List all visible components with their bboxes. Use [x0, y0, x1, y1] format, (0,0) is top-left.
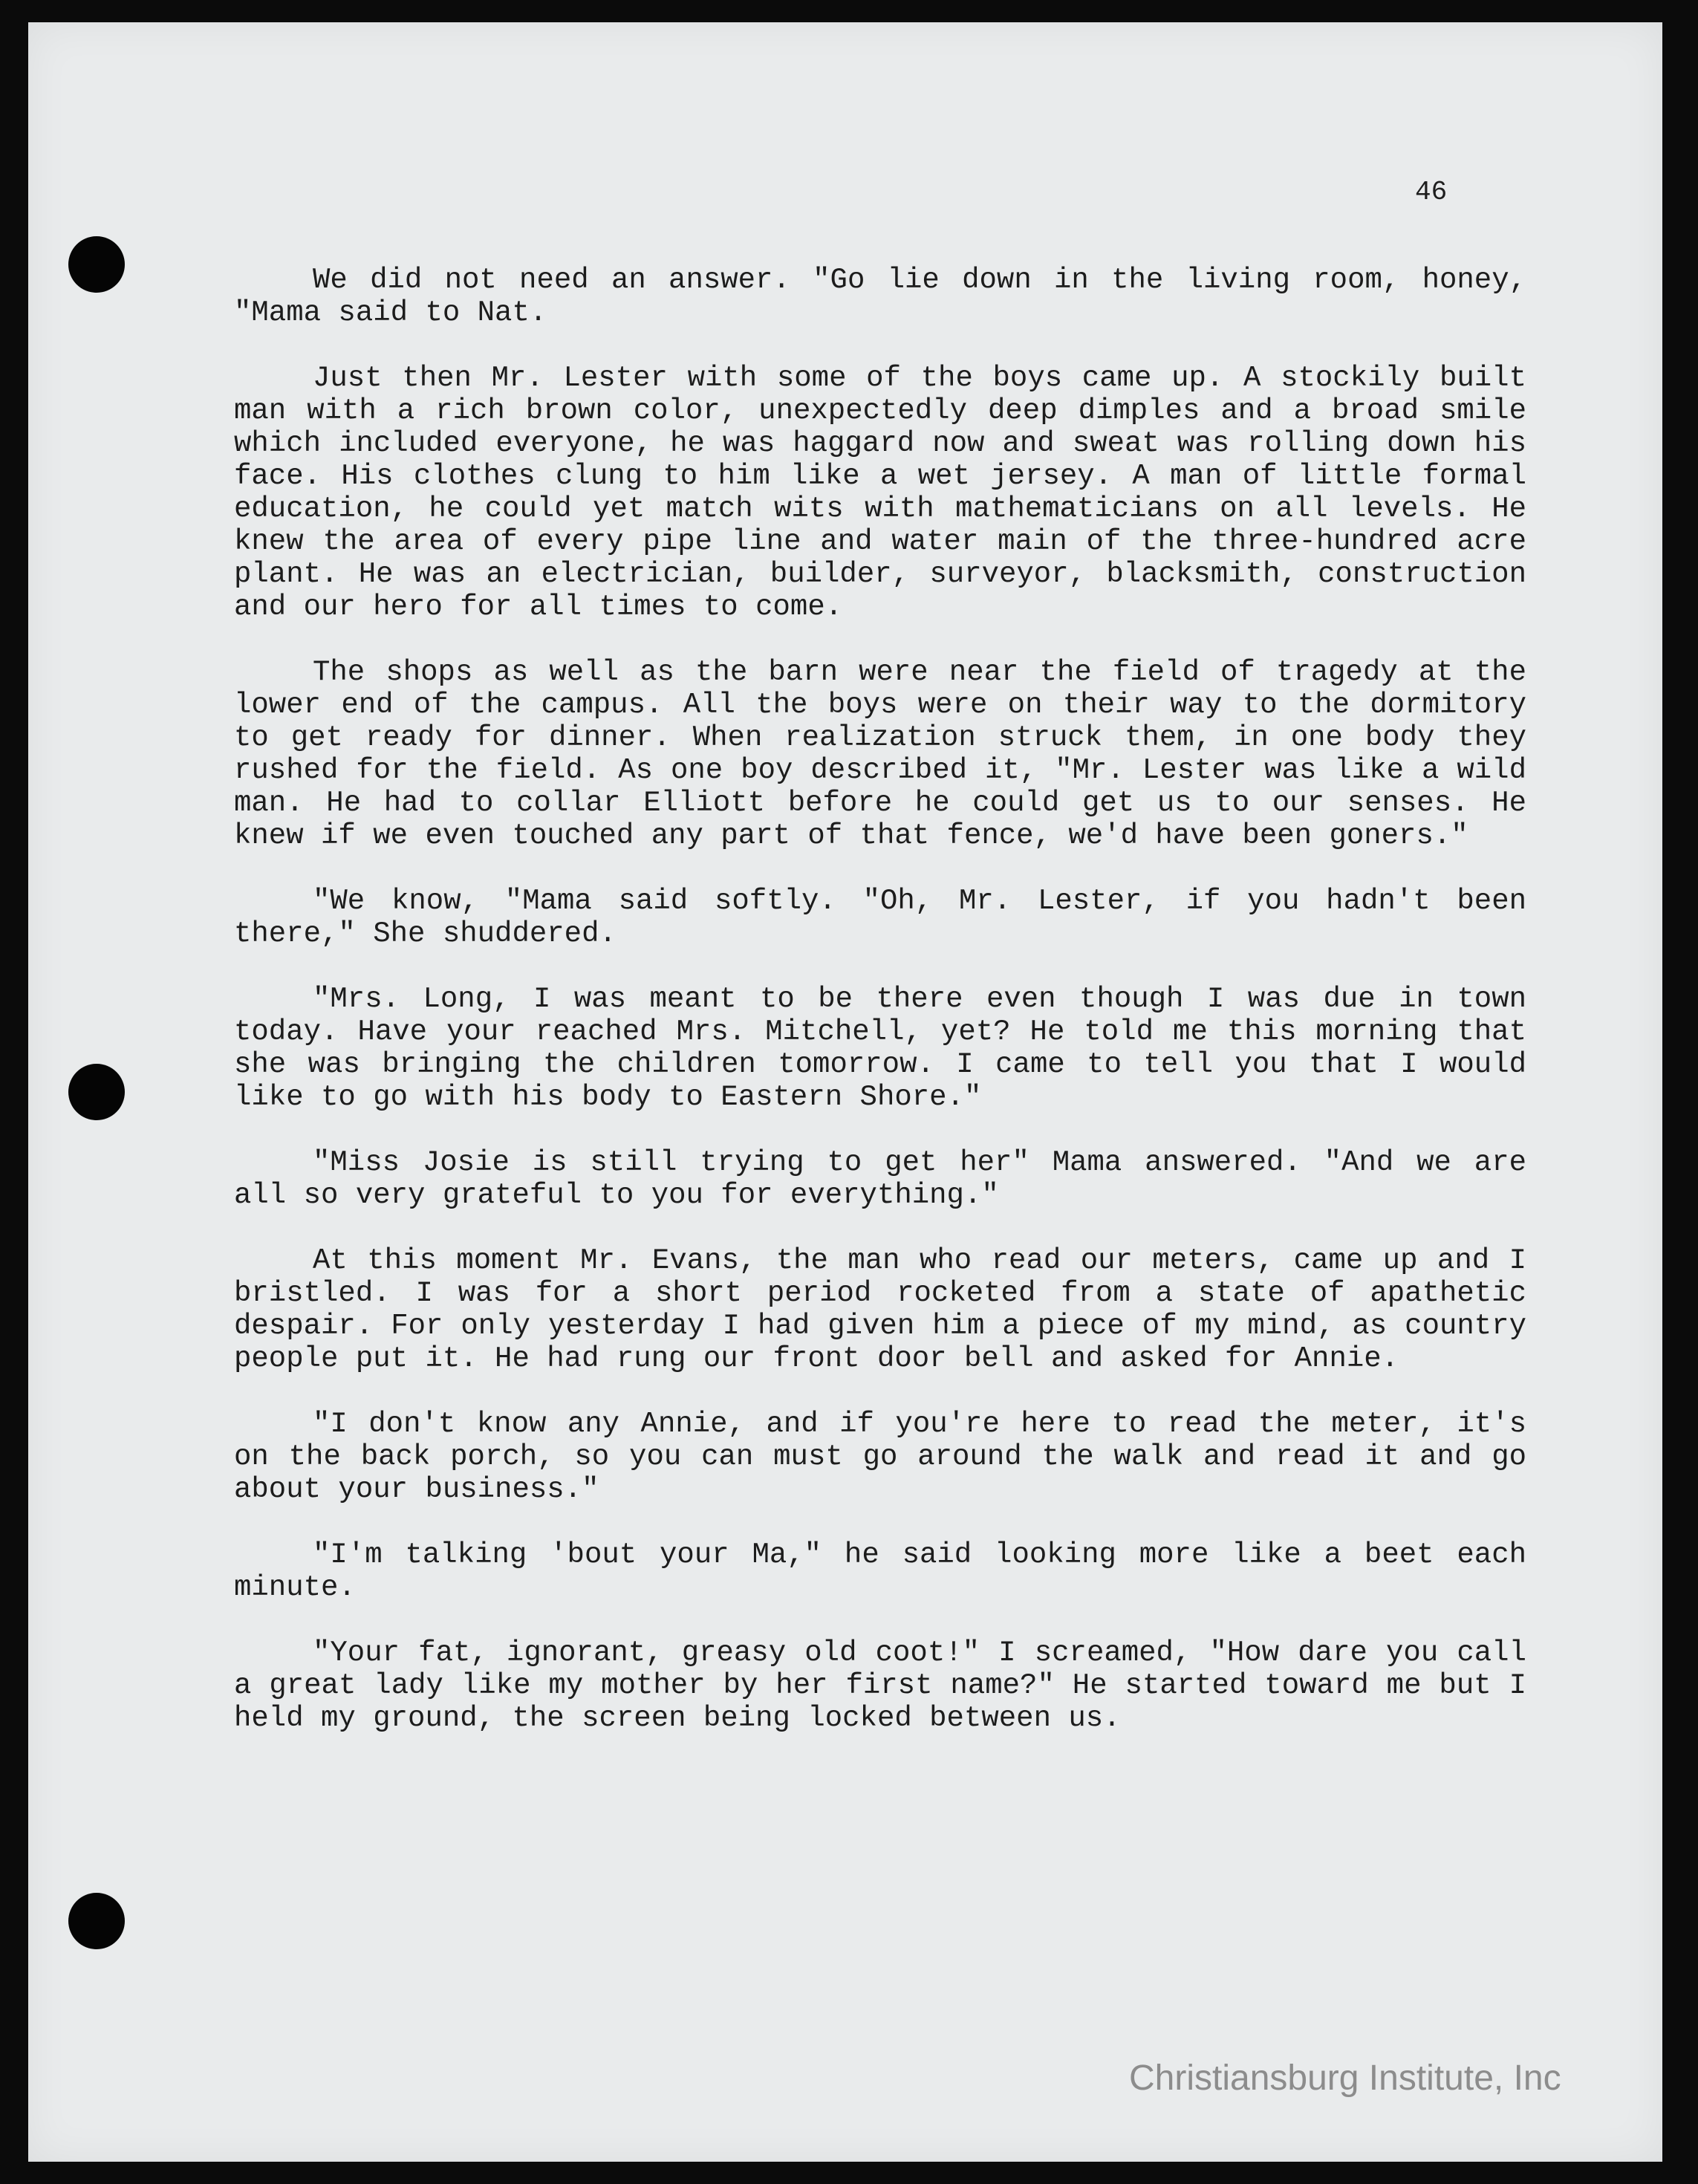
paragraph: "Miss Josie is still trying to get her" Mama answered. "And we are all so very grateful to you for everything."	[234, 1146, 1526, 1212]
paragraph: We did not need an answer. "Go lie down in the living room, honey, "Mama said to Nat.	[234, 264, 1526, 329]
binder-hole-middle	[68, 1064, 125, 1120]
binder-hole-top	[68, 236, 125, 293]
document-body	[234, 264, 1526, 1767]
binder-hole-bottom	[68, 1893, 125, 1949]
paragraph: The shops as well as the barn were near the field of tragedy at the lower end of the campus. All the boys were on their way to the dormitory to get ready for dinner. When realization struck them, in one body they rushed for the field. As one boy described it, "Mr. Lester was like a wild man. He had to collar Elliott before he could get us to our senses. He knew if we even touched any part of that fence, we'd have been goners."	[234, 656, 1526, 852]
paragraph: Just then Mr. Lester with some of the boys came up. A stockily built man with a rich brown color, unexpectedly deep dimples and a broad smile which included everyone, he was haggard now and sweat was rolling down his face. His clothes clung to him like a wet jersey. A man of little formal education, he could yet match wits with mathematicians on all levels. He knew the area of every pipe line and water main of the three-hundred acre plant. He was an electrician, builder, surveyor, blacksmith, construction and our hero for all times to come.	[234, 362, 1526, 623]
page-number: 46	[1415, 177, 1448, 207]
paragraph: At this moment Mr. Evans, the man who read our meters, came up and I bristled. I was for a short period rocketed from a state of apathetic despair. For only yesterday I had given him a piece of my mind, as country people put it. He had rung our front door bell and asked for Annie.	[234, 1244, 1526, 1375]
paragraph: "Mrs. Long, I was meant to be there even though I was due in town today. Have your reached Mrs. Mitchell, yet? He told me this morning that she was bringing the children tomorrow. I came to tell you that I would like to go with his body to Eastern Shore."	[234, 983, 1526, 1114]
watermark: Christiansburg Institute, Inc	[1129, 2058, 1561, 2098]
paragraph: "I don't know any Annie, and if you're here to read the meter, it's on the back porch, so you can must go around the walk and read it and go about your business."	[234, 1408, 1526, 1506]
paragraph: "We know, "Mama said softly. "Oh, Mr. Lester, if you hadn't been there," She shuddered.	[234, 885, 1526, 950]
paragraph: "I'm talking 'bout your Ma," he said looking more like a beet each minute.	[234, 1538, 1526, 1604]
paragraph: "Your fat, ignorant, greasy old coot!" I screamed, "How dare you call a great lady like my mother by her first name?" He started toward me but I held my ground, the screen being locked between us.	[234, 1637, 1526, 1735]
